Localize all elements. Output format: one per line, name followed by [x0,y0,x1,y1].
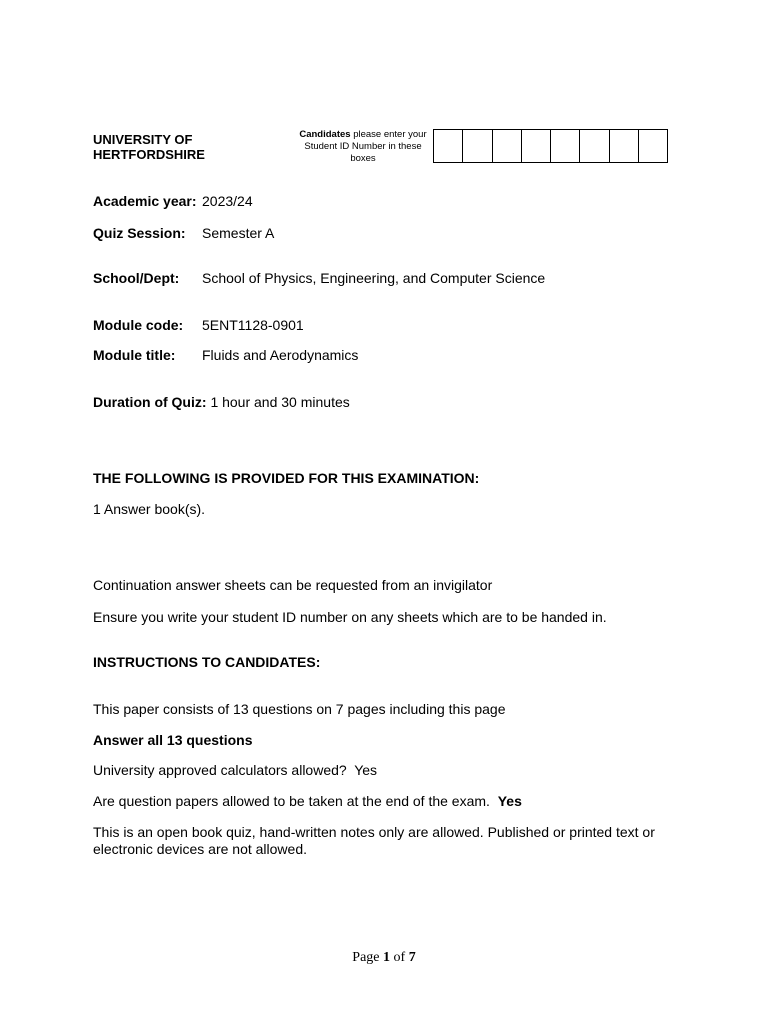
student-id-boxes [433,129,668,163]
quiz-session-value: Semester A [202,225,275,241]
candidates-instruction-text: please enter your Student ID Number in these boxes [304,129,427,164]
page-word: Page [352,950,380,965]
student-id-note: Ensure you write your student ID number on any sheets which are to be handed in. [93,609,607,625]
question-papers-answer: Yes [497,793,522,809]
academic-year-value: 2023/24 [202,193,253,209]
calculators-answer: Yes [354,762,378,778]
page-current: 1 [383,950,391,965]
module-title-value: Fluids and Aerodynamics [202,347,359,363]
open-book-note-line2: electronic devices are not allowed. [93,841,308,857]
student-id-box [550,130,579,162]
open-book-note [93,824,655,858]
candidate-id-instruction [296,129,430,165]
module-code-value: 5ENT1128-0901 [202,317,304,333]
continuation-note: Continuation answer sheets can be requested from an invigilator [93,577,493,593]
student-id-box [638,130,667,162]
open-book-note-line1: This is an open book quiz, hand-written notes only are allowed. Published or printed text or [93,824,655,840]
student-id-box [462,130,491,162]
calculators-question: University approved calculators allowed? [93,762,347,778]
duration-label: Duration of Quiz: [93,394,207,410]
page-number [0,949,768,966]
university-name [93,132,253,162]
school-value: School of Physics, Engineering, and Computer Science [202,270,546,286]
student-id-box [609,130,638,162]
university-name-line2: HERTFORDSHIRE [93,147,205,162]
question-papers-line [93,793,522,810]
module-title-label: Module title: [93,347,176,363]
instructions-heading: INSTRUCTIONS TO CANDIDATES: [93,654,321,670]
paper-info: This paper consists of 13 questions on 7 pages including this page [93,701,506,717]
academic-year-label: Academic year: [93,193,197,209]
of-word: of [393,950,406,965]
module-code-label: Module code: [93,317,184,333]
provided-heading: THE FOLLOWING IS PROVIDED FOR THIS EXAMINATION: [93,470,480,486]
student-id-box [579,130,608,162]
school-label: School/Dept: [93,270,180,286]
quiz-session-label: Quiz Session: [93,225,186,241]
university-name-line1: UNIVERSITY OF [93,132,193,147]
student-id-box [521,130,550,162]
student-id-box [492,130,521,162]
candidates-label: Candidates [299,129,351,140]
duration-line [93,394,350,411]
question-papers-text: Are question papers allowed to be taken at the end of the exam. [93,793,490,809]
provided-item: 1 Answer book(s). [93,501,206,517]
duration-value: 1 hour and 30 minutes [210,394,350,410]
student-id-box [434,130,462,162]
answer-all-instruction: Answer all 13 questions [93,732,253,748]
page-total: 7 [408,950,416,965]
calculators-line [93,762,377,779]
